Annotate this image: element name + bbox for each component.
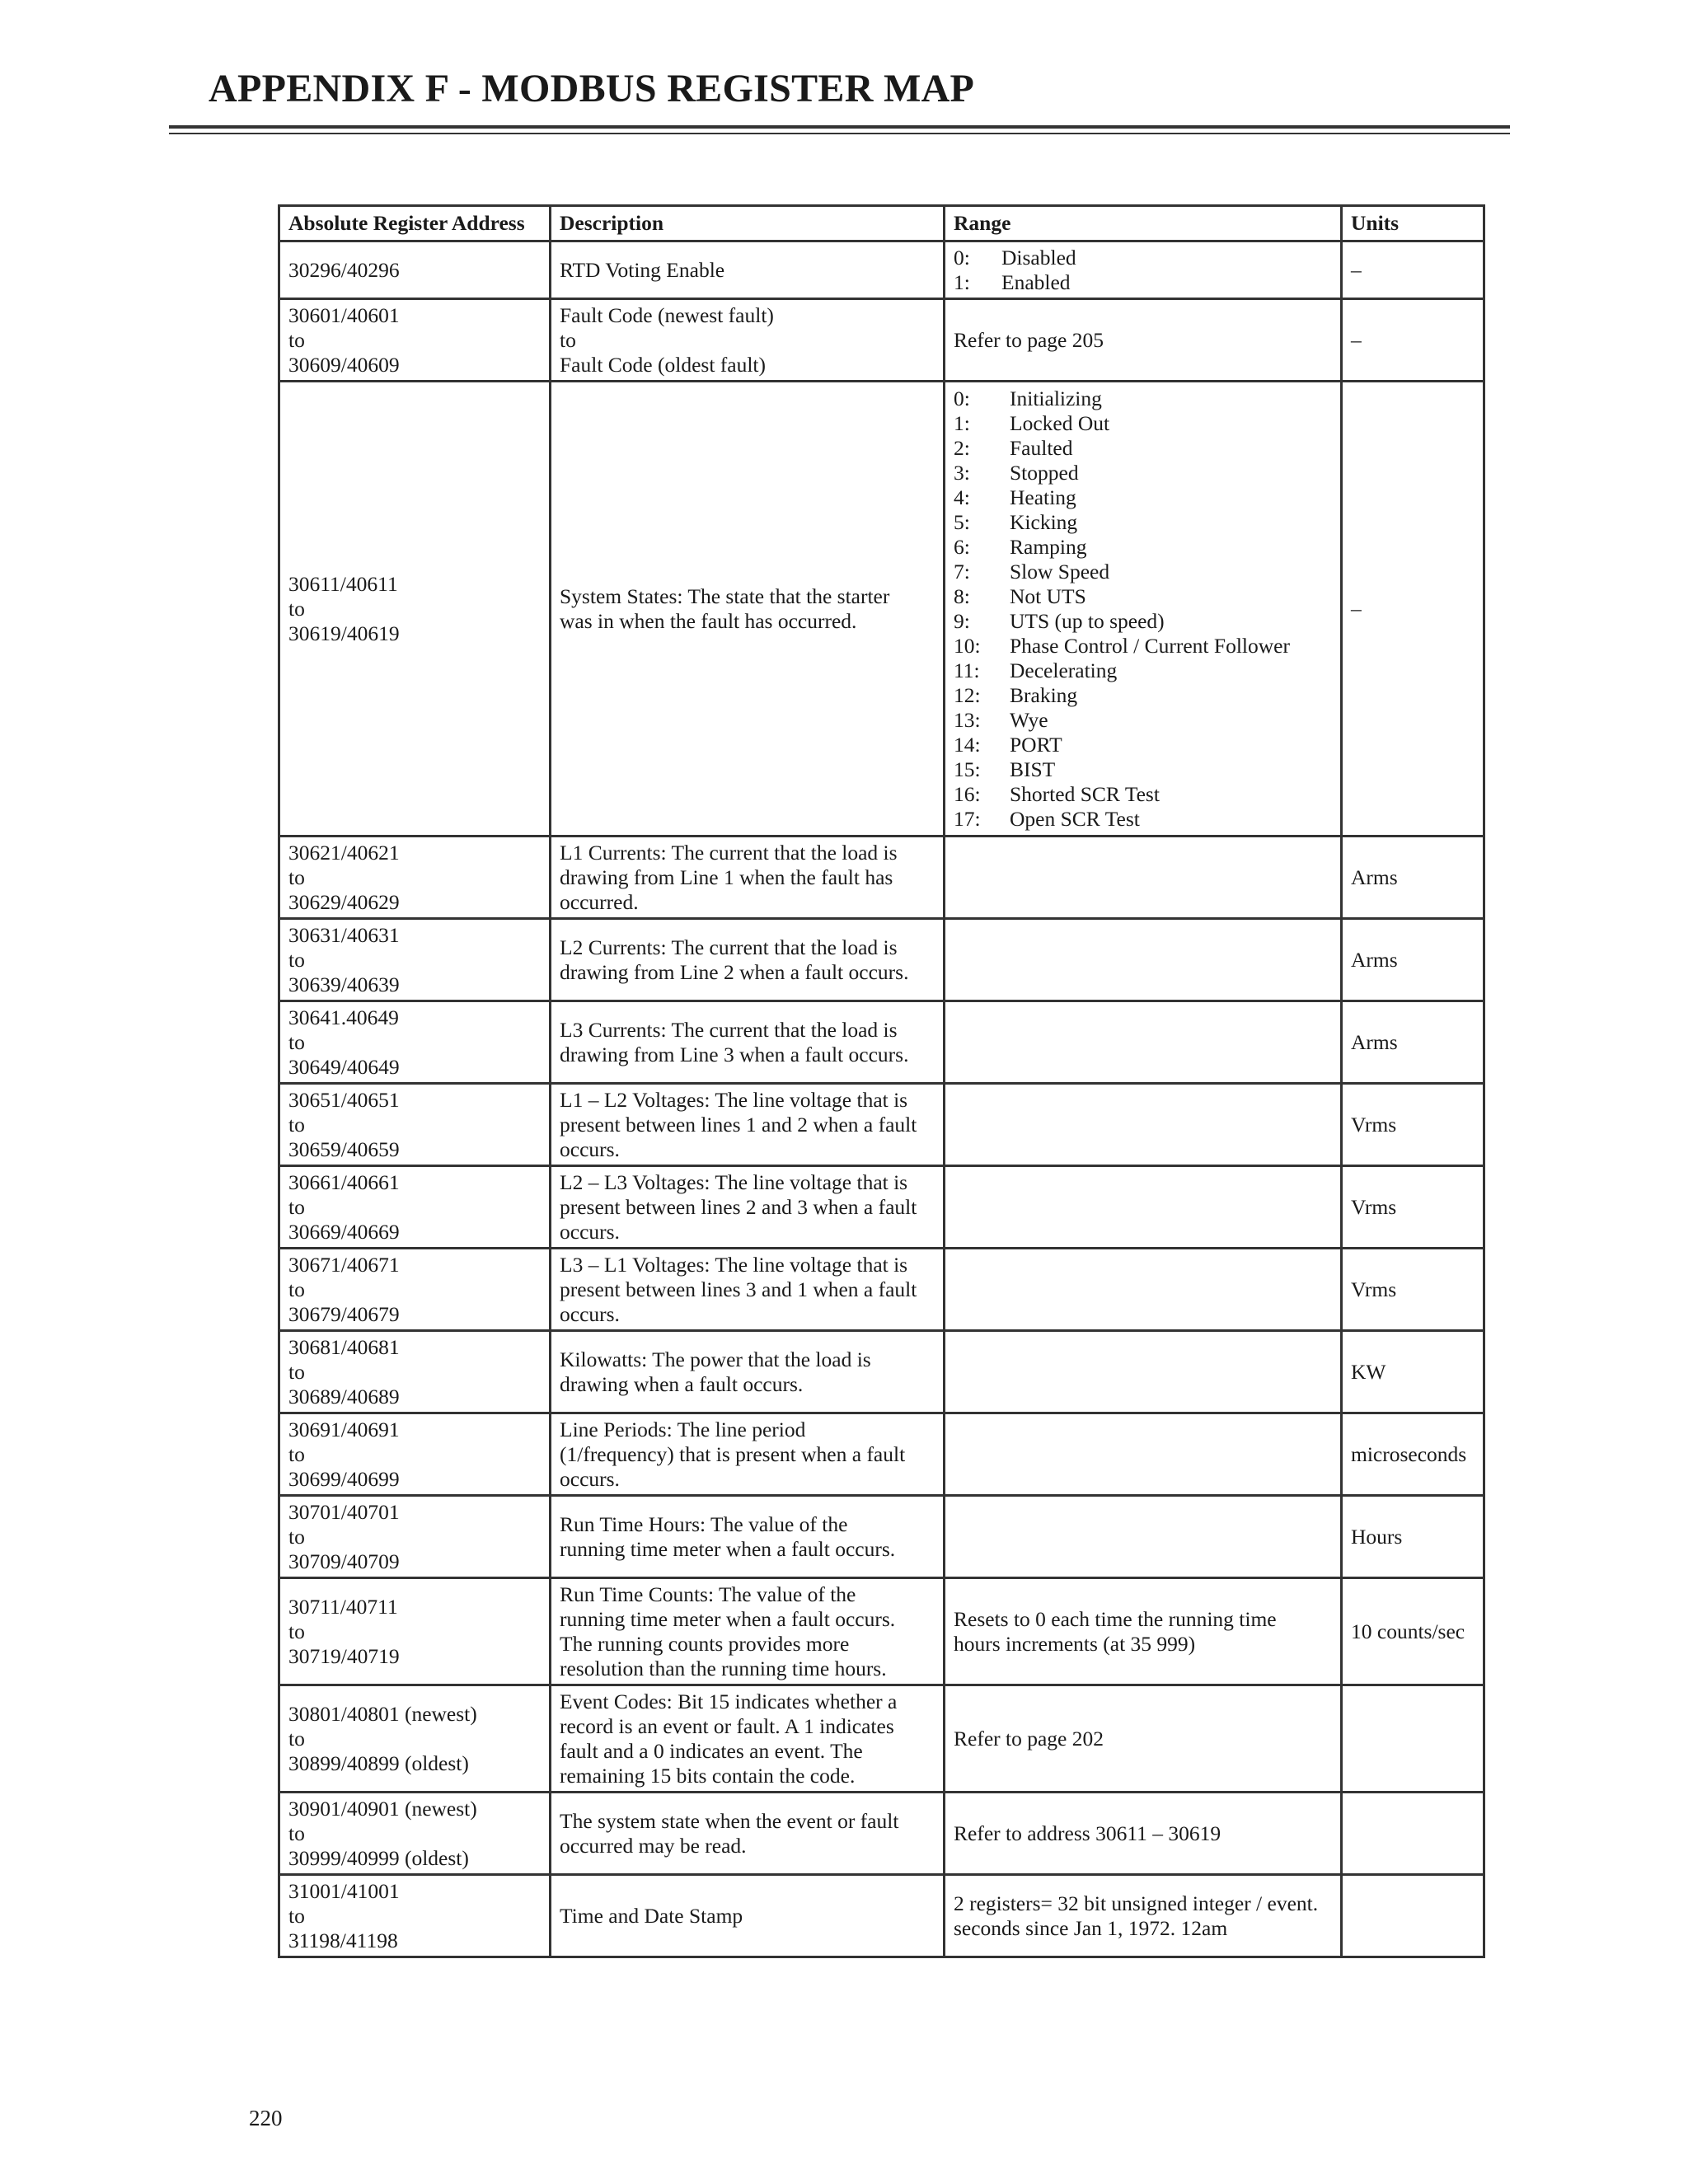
- table-row: [279, 382, 1484, 837]
- cell-description: [551, 241, 945, 299]
- cell-range: [945, 1793, 1342, 1875]
- range-option-label: Ramping: [1010, 534, 1087, 559]
- cell-address: [279, 1413, 551, 1496]
- range-option-code: 13:: [954, 707, 981, 732]
- description-line: record is an event or fault. A 1 indicates: [560, 1713, 894, 1738]
- description-line: drawing from Line 1 when the fault has: [560, 865, 893, 889]
- cell-range: [945, 241, 1342, 299]
- description-line: The system state when the event or fault: [560, 1808, 899, 1833]
- cell-range: [945, 1001, 1342, 1084]
- header-range: Range: [945, 206, 1342, 241]
- cell-range: [945, 919, 1342, 1001]
- range-option-code: 0:: [954, 386, 970, 410]
- cell-description: [551, 1685, 945, 1793]
- description-line: drawing from Line 3 when a fault occurs.: [560, 1042, 909, 1066]
- cell-units: Arms: [1342, 837, 1484, 919]
- table-row: [279, 241, 1484, 299]
- cell-description: [551, 382, 945, 837]
- description-line: to: [560, 327, 576, 352]
- address-line: to: [288, 327, 305, 352]
- table-row: [279, 1578, 1484, 1685]
- address-line: 30651/40651: [288, 1087, 400, 1112]
- range-option-label: BIST: [1010, 757, 1056, 781]
- cell-range: [945, 1496, 1342, 1578]
- range-option-code: 1:: [954, 410, 970, 435]
- description-line: L2 – L3 Voltages: The line voltage that is: [560, 1169, 908, 1194]
- table-row: [279, 837, 1484, 919]
- range-option: [954, 782, 1332, 807]
- register-map-table: [278, 204, 1485, 1958]
- range-option-code: 12:: [954, 682, 981, 707]
- range-option-label: Wye: [1010, 707, 1048, 732]
- cell-address: [279, 919, 551, 1001]
- table-row: [279, 1793, 1484, 1875]
- cell-address: [279, 837, 551, 919]
- cell-range: [945, 1685, 1342, 1793]
- cell-units: –: [1342, 299, 1484, 382]
- address-line: 30296/40296: [288, 257, 400, 282]
- range-option-label: Not UTS: [1010, 583, 1086, 608]
- description-line: Kilowatts: The power that the load is: [560, 1347, 871, 1371]
- cell-address: [279, 1496, 551, 1578]
- description-line: resolution than the running time hours.: [560, 1656, 887, 1680]
- cell-range: [945, 382, 1342, 837]
- address-line: to: [288, 1112, 305, 1137]
- range-option: [954, 485, 1332, 510]
- range-option-label: Slow Speed: [1010, 559, 1110, 583]
- table-row: [279, 1166, 1484, 1249]
- range-option-label: UTS (up to speed): [1010, 608, 1165, 633]
- range-option-label: Decelerating: [1010, 658, 1118, 682]
- cell-range: [945, 1413, 1342, 1496]
- description-line: occurs.: [560, 1466, 620, 1491]
- range-option-label: Phase Control / Current Follower: [1010, 633, 1290, 658]
- address-line: 30689/40689: [288, 1384, 400, 1408]
- cell-address: [279, 1875, 551, 1957]
- address-line: 30671/40671: [288, 1252, 400, 1277]
- address-line: 31001/41001: [288, 1878, 400, 1903]
- table-row: [279, 1331, 1484, 1413]
- range-option-code: 16:: [954, 781, 981, 806]
- cell-range: [945, 1166, 1342, 1249]
- description-line: drawing from Line 2 when a fault occurs.: [560, 959, 909, 984]
- address-line: 30719/40719: [288, 1643, 400, 1668]
- address-line: 30709/40709: [288, 1549, 400, 1573]
- range-option: [954, 411, 1332, 436]
- cell-units: [1342, 1875, 1484, 1957]
- address-line: 30609/40609: [288, 352, 400, 377]
- range-option: [954, 807, 1332, 832]
- range-line: seconds since Jan 1, 1972. 12am: [954, 1915, 1228, 1940]
- address-line: 30999/40999 (oldest): [288, 1845, 469, 1870]
- description-line: remaining 15 bits contain the code.: [560, 1763, 856, 1788]
- cell-address: [279, 1001, 551, 1084]
- cell-address: [279, 1685, 551, 1793]
- cell-range: [945, 1084, 1342, 1166]
- range-line: Refer to page 202: [954, 1726, 1104, 1750]
- description-line: running time meter when a fault occurs.: [560, 1606, 896, 1631]
- address-line: 30601/40601: [288, 302, 400, 327]
- table-header: [279, 206, 1484, 241]
- range-option-code: 2:: [954, 435, 970, 460]
- address-line: 31198/41198: [288, 1928, 398, 1952]
- address-line: 30631/40631: [288, 922, 400, 947]
- header-row: [279, 206, 1484, 241]
- description-line: Event Codes: Bit 15 indicates whether a: [560, 1689, 898, 1713]
- address-line: 30901/40901 (newest): [288, 1796, 477, 1821]
- description-line: The running counts provides more: [560, 1631, 850, 1656]
- range-option-label: PORT: [1010, 732, 1062, 757]
- description-line: running time meter when a fault occurs.: [560, 1536, 896, 1561]
- range-option-label: Braking: [1010, 682, 1078, 707]
- address-line: 30711/40711: [288, 1594, 398, 1619]
- cell-description: [551, 1496, 945, 1578]
- address-line: 30661/40661: [288, 1169, 400, 1194]
- range-line: Refer to page 205: [954, 327, 1104, 352]
- address-line: to: [288, 1359, 305, 1384]
- range-option-code: 10:: [954, 633, 981, 658]
- address-line: to: [288, 596, 305, 621]
- description-line: L1 Currents: The current that the load is: [560, 840, 898, 865]
- cell-address: [279, 1249, 551, 1331]
- cell-units: Hours: [1342, 1496, 1484, 1578]
- address-line: to: [288, 1903, 305, 1928]
- range-option-code: 0:: [954, 245, 970, 269]
- cell-units: Vrms: [1342, 1166, 1484, 1249]
- range-option-label: Kicking: [1010, 509, 1078, 534]
- range-option: [954, 683, 1332, 708]
- address-line: to: [288, 1277, 305, 1301]
- cell-units: 10 counts/sec: [1342, 1578, 1484, 1685]
- address-line: to: [288, 1726, 305, 1750]
- description-line: drawing when a fault occurs.: [560, 1371, 804, 1396]
- page-number: 220: [249, 2106, 283, 2130]
- description-line: present between lines 3 and 1 when a fault: [560, 1277, 917, 1301]
- cell-range: [945, 1331, 1342, 1413]
- cell-range: [945, 837, 1342, 919]
- cell-units: Arms: [1342, 1001, 1484, 1084]
- description-line: L2 Currents: The current that the load is: [560, 935, 898, 959]
- address-line: 30659/40659: [288, 1137, 400, 1161]
- description-line: L3 Currents: The current that the load is: [560, 1017, 898, 1042]
- cell-description: [551, 919, 945, 1001]
- range-option-label: Open SCR Test: [1010, 806, 1140, 831]
- cell-address: [279, 1331, 551, 1413]
- range-line: 2 registers= 32 bit unsigned integer / event.: [954, 1891, 1319, 1915]
- range-option: [954, 560, 1332, 584]
- address-line: to: [288, 1441, 305, 1466]
- cell-units: Arms: [1342, 919, 1484, 1001]
- table-row: [279, 1875, 1484, 1957]
- header-units: Units: [1342, 206, 1484, 241]
- range-option-label: Faulted: [1010, 435, 1073, 460]
- cell-address: [279, 1084, 551, 1166]
- description-line: was in when the fault has occurred.: [560, 608, 857, 633]
- heading-rule-thin: [169, 133, 1510, 134]
- cell-range: [945, 1875, 1342, 1957]
- address-line: 30629/40629: [288, 889, 400, 914]
- address-line: 30641.40649: [288, 1005, 399, 1029]
- range-option: [954, 658, 1332, 683]
- description-line: Fault Code (oldest fault): [560, 352, 766, 377]
- description-line: fault and a 0 indicates an event. The: [560, 1738, 863, 1763]
- range-option: [954, 436, 1332, 461]
- cell-units: Vrms: [1342, 1249, 1484, 1331]
- table-row: [279, 1084, 1484, 1166]
- address-line: to: [288, 1194, 305, 1219]
- range-option-code: 11:: [954, 658, 980, 682]
- range-option-code: 4:: [954, 485, 970, 509]
- description-line: occurs.: [560, 1137, 620, 1161]
- description-line: occurred may be read.: [560, 1833, 747, 1858]
- address-line: 30681/40681: [288, 1334, 400, 1359]
- description-line: System States: The state that the starter: [560, 583, 890, 608]
- cell-description: [551, 1331, 945, 1413]
- description-line: Fault Code (newest fault): [560, 302, 774, 327]
- description-line: Run Time Hours: The value of the: [560, 1511, 848, 1536]
- range-option-code: 5:: [954, 509, 970, 534]
- range-option-label: Disabled: [1001, 245, 1076, 269]
- cell-address: [279, 382, 551, 837]
- cell-description: [551, 1793, 945, 1875]
- cell-address: [279, 299, 551, 382]
- range-option-label: Shorted SCR Test: [1010, 781, 1160, 806]
- description-line: present between lines 1 and 2 when a fault: [560, 1112, 917, 1137]
- header-address: Absolute Register Address: [279, 206, 551, 241]
- range-option: [954, 535, 1332, 560]
- range-option: [954, 634, 1332, 658]
- heading-rule-thick: [169, 125, 1510, 129]
- range-option-code: 6:: [954, 534, 970, 559]
- address-line: 30699/40699: [288, 1466, 400, 1491]
- description-line: Line Periods: The line period: [560, 1417, 806, 1441]
- cell-description: [551, 1875, 945, 1957]
- range-line: Refer to address 30611 – 30619: [954, 1821, 1221, 1845]
- cell-units: [1342, 1685, 1484, 1793]
- cell-address: [279, 1578, 551, 1685]
- range-option-label: Locked Out: [1010, 410, 1110, 435]
- address-line: 30639/40639: [288, 972, 400, 996]
- table-row: [279, 1413, 1484, 1496]
- range-option-code: 1:: [954, 269, 970, 294]
- range-option: [954, 584, 1332, 609]
- table-row: [279, 1249, 1484, 1331]
- range-option-label: Stopped: [1010, 460, 1079, 485]
- address-line: 30669/40669: [288, 1219, 400, 1244]
- cell-description: [551, 1084, 945, 1166]
- address-line: to: [288, 1619, 305, 1643]
- range-option-code: 8:: [954, 583, 970, 608]
- address-line: to: [288, 1524, 305, 1549]
- address-line: 30649/40649: [288, 1054, 400, 1079]
- cell-description: [551, 837, 945, 919]
- cell-units: [1342, 1793, 1484, 1875]
- cell-description: [551, 1413, 945, 1496]
- range-option-code: 7:: [954, 559, 970, 583]
- address-line: to: [288, 865, 305, 889]
- range-option: [954, 757, 1332, 782]
- range-line: hours increments (at 35 999): [954, 1631, 1196, 1656]
- cell-range: [945, 1249, 1342, 1331]
- cell-description: [551, 1166, 945, 1249]
- table-row: [279, 919, 1484, 1001]
- address-line: 30701/40701: [288, 1499, 400, 1524]
- address-line: 30619/40619: [288, 621, 400, 645]
- cell-units: microseconds: [1342, 1413, 1484, 1496]
- table-row: [279, 1496, 1484, 1578]
- address-line: 30691/40691: [288, 1417, 400, 1441]
- range-option-code: 9:: [954, 608, 970, 633]
- cell-units: KW: [1342, 1331, 1484, 1413]
- range-option: [954, 708, 1332, 733]
- address-line: to: [288, 1821, 305, 1845]
- cell-units: Vrms: [1342, 1084, 1484, 1166]
- cell-range: [945, 1578, 1342, 1685]
- address-line: 30679/40679: [288, 1301, 400, 1326]
- range-option-label: Enabled: [1001, 269, 1071, 294]
- description-line: L3 – L1 Voltages: The line voltage that is: [560, 1252, 908, 1277]
- range-option: [954, 510, 1332, 535]
- cell-address: [279, 241, 551, 299]
- description-line: (1/frequency) that is present when a fault: [560, 1441, 906, 1466]
- description-line: Run Time Counts: The value of the: [560, 1582, 856, 1606]
- cell-units: –: [1342, 382, 1484, 837]
- range-line: Resets to 0 each time the running time: [954, 1606, 1277, 1631]
- description-line: RTD Voting Enable: [560, 257, 725, 282]
- cell-units: –: [1342, 241, 1484, 299]
- address-line: 30611/40611: [288, 571, 398, 596]
- description-line: L1 – L2 Voltages: The line voltage that is: [560, 1087, 908, 1112]
- table-body: [279, 241, 1484, 1957]
- cell-address: [279, 1166, 551, 1249]
- range-option-label: Initializing: [1010, 386, 1102, 410]
- description-line: Time and Date Stamp: [560, 1903, 743, 1928]
- header-description: Description: [551, 206, 945, 241]
- address-line: to: [288, 1029, 305, 1054]
- cell-description: [551, 299, 945, 382]
- description-line: occurred.: [560, 889, 639, 914]
- address-line: 30899/40899 (oldest): [288, 1750, 469, 1775]
- cell-description: [551, 1001, 945, 1084]
- cell-description: [551, 1249, 945, 1331]
- table-row: [279, 1685, 1484, 1793]
- description-line: occurs.: [560, 1219, 620, 1244]
- cell-address: [279, 1793, 551, 1875]
- range-option: [954, 461, 1332, 485]
- range-option-code: 17:: [954, 806, 981, 831]
- cell-description: [551, 1578, 945, 1685]
- range-option-code: 15:: [954, 757, 981, 781]
- range-option: [954, 609, 1332, 634]
- table-row: [279, 299, 1484, 382]
- range-option: [954, 387, 1332, 411]
- description-line: present between lines 2 and 3 when a fault: [560, 1194, 917, 1219]
- range-option: [954, 270, 1332, 295]
- range-option: [954, 246, 1332, 270]
- range-option-code: 14:: [954, 732, 981, 757]
- address-line: 30621/40621: [288, 840, 400, 865]
- range-option-label: Heating: [1010, 485, 1076, 509]
- description-line: occurs.: [560, 1301, 620, 1326]
- table-row: [279, 1001, 1484, 1084]
- range-option: [954, 733, 1332, 757]
- address-line: to: [288, 947, 305, 972]
- range-option-code: 3:: [954, 460, 970, 485]
- address-line: 30801/40801 (newest): [288, 1701, 477, 1726]
- page-heading: APPENDIX F - MODBUS REGISTER MAP: [209, 67, 975, 110]
- cell-range: [945, 299, 1342, 382]
